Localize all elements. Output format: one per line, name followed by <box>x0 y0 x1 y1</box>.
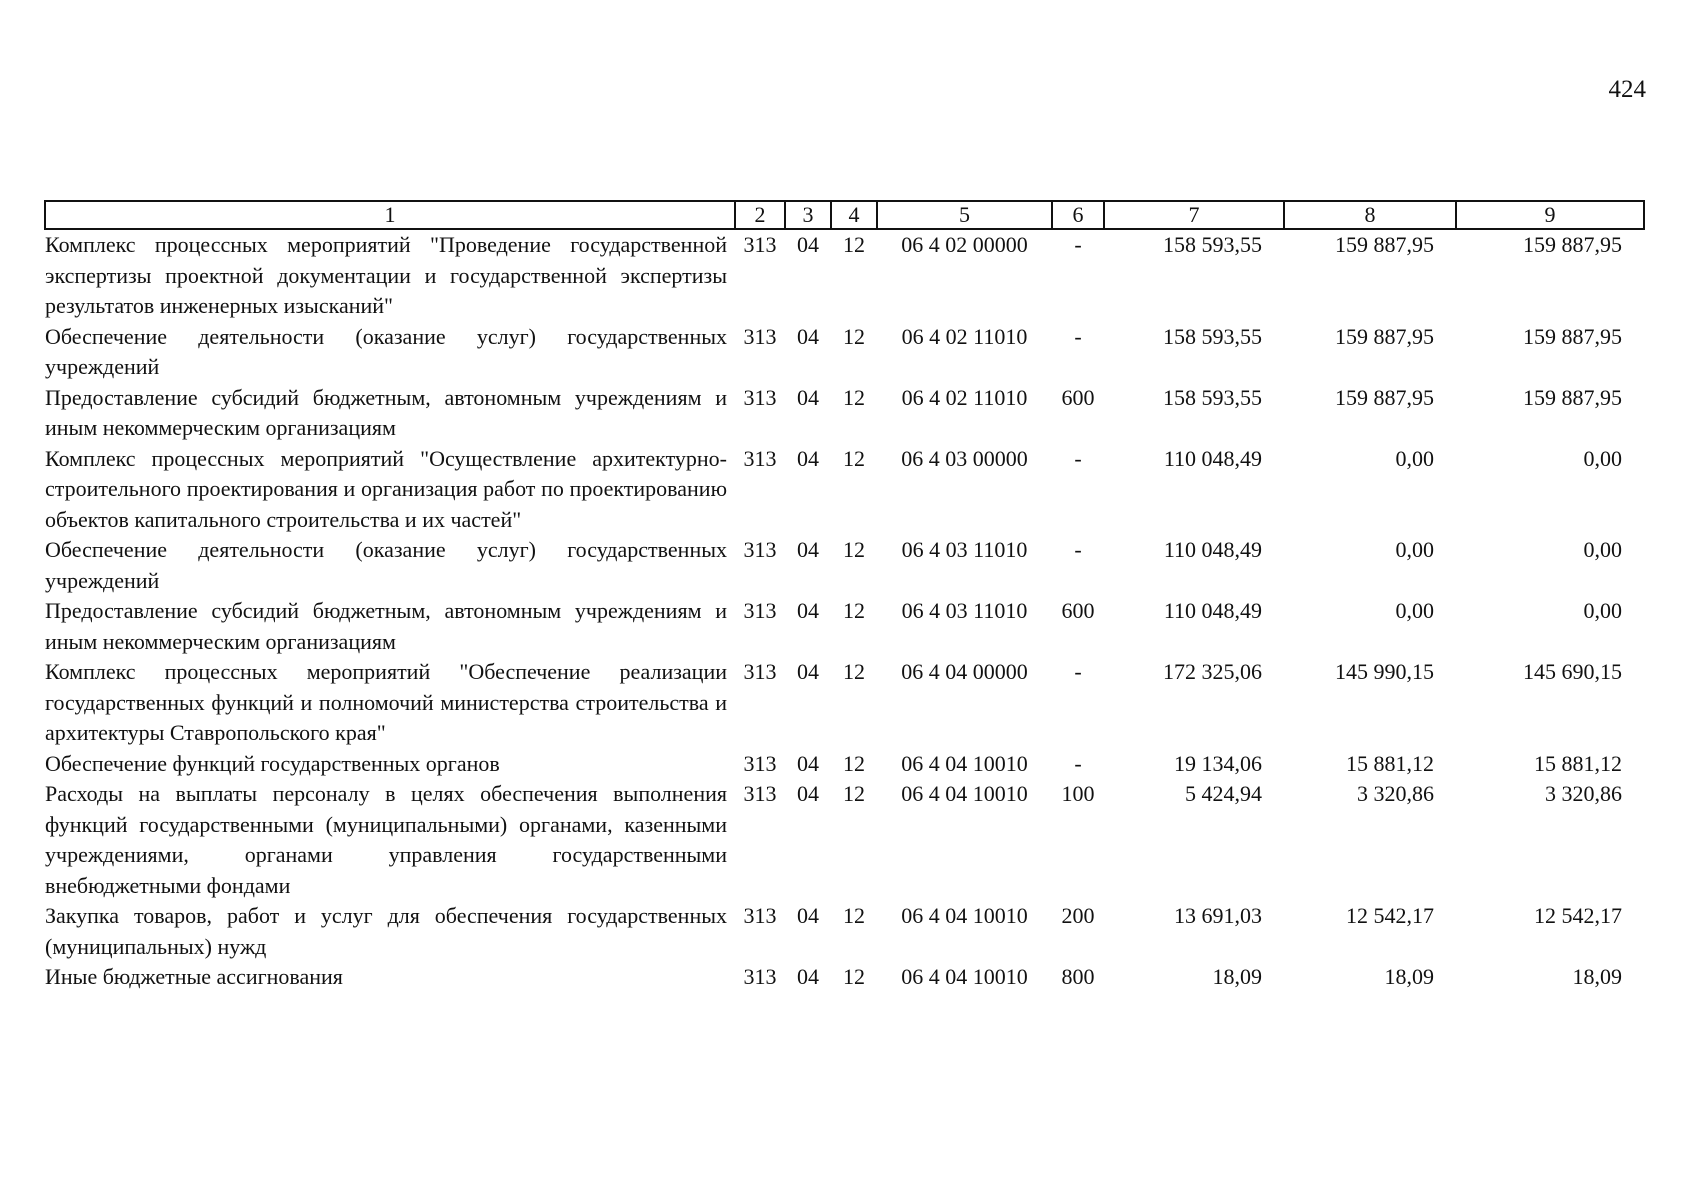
cell-admin-code: 313 <box>743 903 777 928</box>
cell-expense-type: - <box>1074 659 1082 684</box>
table-row <box>45 657 1644 749</box>
cell-amount-7: 158 593,55 <box>1163 232 1262 257</box>
cell-expense-type: 600 <box>1061 384 1095 410</box>
cell-section: 04 <box>797 750 819 776</box>
cell-section: 04 <box>797 384 819 410</box>
cell-amount-8: 159 887,95 <box>1335 323 1434 349</box>
row-description: Расходы на выплаты персоналу в целях обеспечения выполнения функций государственными (муниципальными) органами, казенными учреждениями, органами управления государственными внебюджетными фондами <box>45 781 727 898</box>
cell-expense-type: 600 <box>1061 598 1095 623</box>
cell-subsection: 12 <box>843 750 865 776</box>
cell-admin-code: 313 <box>743 750 777 776</box>
table-row <box>45 962 1644 993</box>
cell-target-article: 06 4 03 11010 <box>901 598 1028 623</box>
cell-amount-7: 19 134,06 <box>1174 750 1262 776</box>
cell-expense-type: - <box>1074 232 1082 257</box>
cell-target-article: 06 4 02 11010 <box>901 384 1028 410</box>
cell-subsection: 12 <box>843 659 865 684</box>
cell-amount-7: 158 593,55 <box>1163 323 1262 349</box>
cell-expense-type: 200 <box>1061 903 1095 928</box>
cell-amount-7: 13 691,03 <box>1174 903 1262 928</box>
cell-amount-8: 0,00 <box>1395 445 1434 471</box>
cell-amount-7: 110 048,49 <box>1163 537 1262 562</box>
column-header: 1 <box>45 201 735 229</box>
cell-subsection: 12 <box>843 323 865 349</box>
column-header: 2 <box>735 201 785 229</box>
table-row <box>45 229 1644 322</box>
cell-subsection: 12 <box>843 903 865 928</box>
row-description: Иные бюджетные ассигнования <box>45 964 343 989</box>
header-row <box>45 201 1644 229</box>
cell-amount-8: 0,00 <box>1395 537 1434 562</box>
row-description: Предоставление субсидий бюджетным, автономным учреждениям и иным некоммерческим организациям <box>45 598 727 654</box>
row-description: Комплекс процессных мероприятий "Осуществление архитектурно-строительного проектирования и организация работ по проектированию объектов капитального строительства и их частей" <box>45 445 727 532</box>
cell-subsection: 12 <box>843 384 865 410</box>
cell-amount-8: 18,09 <box>1384 964 1434 989</box>
cell-section: 04 <box>797 781 819 806</box>
column-header: 5 <box>877 201 1052 229</box>
row-description: Предоставление субсидий бюджетным, автономным учреждениям и иным некоммерческим организациям <box>45 384 727 440</box>
cell-expense-type: - <box>1074 323 1082 349</box>
column-header: 8 <box>1284 201 1456 229</box>
table-row <box>45 535 1644 596</box>
cell-target-article: 06 4 02 11010 <box>901 323 1028 349</box>
cell-target-article: 06 4 04 10010 <box>901 903 1028 928</box>
cell-amount-7: 158 593,55 <box>1163 384 1262 410</box>
cell-section: 04 <box>797 537 819 562</box>
cell-subsection: 12 <box>843 537 865 562</box>
cell-amount-8: 15 881,12 <box>1346 750 1434 776</box>
cell-target-article: 06 4 04 10010 <box>901 750 1028 776</box>
cell-section: 04 <box>797 232 819 257</box>
cell-amount-8: 3 320,86 <box>1357 781 1434 806</box>
table-row <box>45 596 1644 657</box>
cell-admin-code: 313 <box>743 659 777 684</box>
row-description: Обеспечение деятельности (оказание услуг) государственных учреждений <box>45 323 727 379</box>
cell-expense-type: - <box>1074 537 1082 562</box>
cell-admin-code: 313 <box>743 598 777 623</box>
table-row <box>45 383 1644 444</box>
cell-amount-7: 110 048,49 <box>1163 445 1262 471</box>
cell-amount-9: 0,00 <box>1583 445 1622 471</box>
cell-expense-type: - <box>1074 750 1082 776</box>
table-row <box>45 322 1644 383</box>
cell-amount-9: 15 881,12 <box>1534 750 1622 776</box>
row-description: Закупка товаров, работ и услуг для обеспечения государственных (муниципальных) нужд <box>45 903 727 959</box>
table-row <box>45 444 1644 536</box>
cell-admin-code: 313 <box>743 445 777 471</box>
cell-section: 04 <box>797 964 819 989</box>
cell-amount-8: 145 990,15 <box>1335 659 1434 684</box>
cell-subsection: 12 <box>843 445 865 471</box>
cell-admin-code: 313 <box>743 781 777 806</box>
column-header: 6 <box>1052 201 1104 229</box>
page-number: 424 <box>1608 76 1646 103</box>
cell-expense-type: 800 <box>1061 964 1095 989</box>
cell-admin-code: 313 <box>743 964 777 989</box>
table-row <box>45 901 1644 962</box>
cell-amount-7: 172 325,06 <box>1163 659 1262 684</box>
row-description: Комплекс процессных мероприятий "Обеспечение реализации государственных функций и полномочий министерства строительства и архитектуры Ставропольского края" <box>45 659 727 745</box>
cell-section: 04 <box>797 323 819 349</box>
cell-subsection: 12 <box>843 781 865 806</box>
cell-amount-9: 145 690,15 <box>1523 659 1622 684</box>
column-header: 4 <box>831 201 877 229</box>
column-header: 3 <box>785 201 831 229</box>
cell-expense-type: 100 <box>1061 781 1095 806</box>
cell-amount-8: 159 887,95 <box>1335 384 1434 410</box>
cell-amount-9: 18,09 <box>1572 964 1622 989</box>
cell-amount-9: 159 887,95 <box>1523 323 1622 349</box>
cell-amount-8: 12 542,17 <box>1346 903 1434 928</box>
cell-amount-7: 110 048,49 <box>1163 598 1262 623</box>
cell-amount-8: 0,00 <box>1395 598 1434 623</box>
budget-table <box>44 200 1645 993</box>
cell-amount-9: 3 320,86 <box>1545 781 1622 806</box>
cell-admin-code: 313 <box>743 537 777 562</box>
table-row <box>45 779 1644 901</box>
cell-amount-9: 159 887,95 <box>1523 232 1622 257</box>
cell-expense-type: - <box>1074 445 1082 471</box>
cell-target-article: 06 4 04 00000 <box>901 659 1028 684</box>
cell-subsection: 12 <box>843 964 865 989</box>
cell-admin-code: 313 <box>743 384 777 410</box>
cell-section: 04 <box>797 903 819 928</box>
cell-subsection: 12 <box>843 232 865 257</box>
cell-target-article: 06 4 04 10010 <box>901 964 1028 989</box>
cell-amount-7: 5 424,94 <box>1185 781 1262 806</box>
cell-amount-9: 12 542,17 <box>1534 903 1622 928</box>
row-description: Комплекс процессных мероприятий "Проведение государственной экспертизы проектной документации и государственной экспертизы результатов инженерных изысканий" <box>45 232 727 318</box>
cell-amount-7: 18,09 <box>1212 964 1262 989</box>
cell-amount-9: 0,00 <box>1583 537 1622 562</box>
row-description: Обеспечение функций государственных органов <box>45 750 500 776</box>
cell-section: 04 <box>797 598 819 623</box>
cell-amount-9: 0,00 <box>1583 598 1622 623</box>
cell-amount-8: 159 887,95 <box>1335 232 1434 257</box>
column-header: 9 <box>1456 201 1644 229</box>
cell-target-article: 06 4 04 10010 <box>901 781 1028 806</box>
cell-section: 04 <box>797 445 819 471</box>
cell-target-article: 06 4 03 11010 <box>901 537 1028 562</box>
cell-target-article: 06 4 02 00000 <box>901 232 1028 257</box>
row-description: Обеспечение деятельности (оказание услуг) государственных учреждений <box>45 537 727 593</box>
cell-admin-code: 313 <box>743 323 777 349</box>
cell-target-article: 06 4 03 00000 <box>901 445 1028 471</box>
cell-subsection: 12 <box>843 598 865 623</box>
cell-section: 04 <box>797 659 819 684</box>
cell-amount-9: 159 887,95 <box>1523 384 1622 410</box>
column-header: 7 <box>1104 201 1284 229</box>
table-row <box>45 749 1644 780</box>
cell-admin-code: 313 <box>743 232 777 257</box>
